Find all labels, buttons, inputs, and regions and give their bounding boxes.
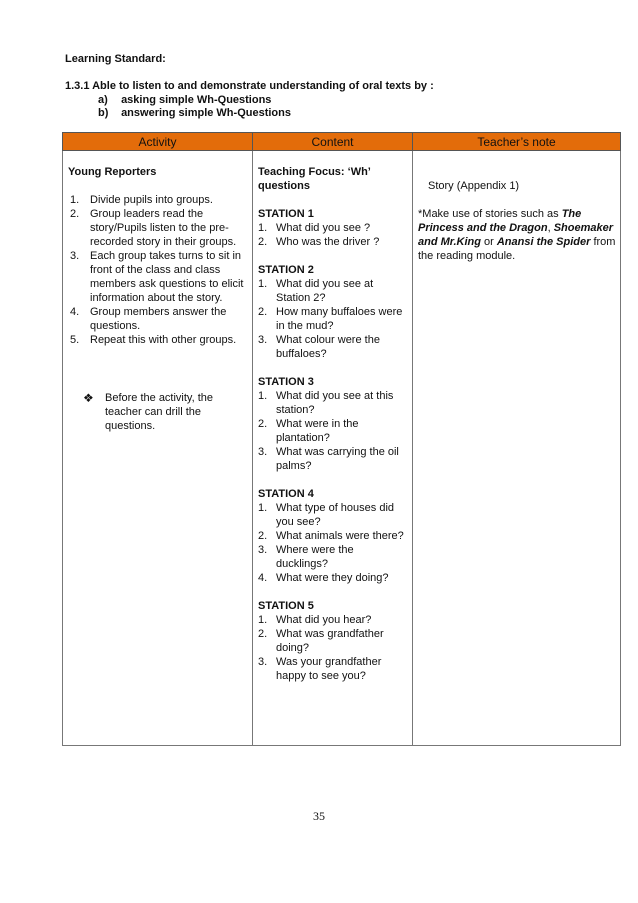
list-item	[258, 221, 408, 235]
list-item-text: What animals were there?	[276, 530, 404, 542]
list-item	[258, 613, 408, 627]
list-item-number: 1.	[70, 194, 80, 206]
list-item	[258, 417, 408, 445]
activity-steps-list	[68, 193, 248, 347]
sub-standard-a	[98, 94, 271, 107]
list-item-number: 2.	[258, 530, 268, 542]
lesson-table	[62, 132, 621, 746]
station-block	[258, 263, 408, 361]
list-item	[258, 571, 408, 585]
station-title: STATION 5	[258, 600, 314, 612]
list-item-number: 2.	[258, 418, 268, 430]
list-item-number: 1.	[258, 278, 268, 290]
sub-a-text: asking simple Wh-Questions	[121, 94, 272, 106]
note-part-3: or	[480, 236, 497, 248]
list-item-number: 5.	[70, 334, 80, 346]
teachers-note-text	[418, 207, 616, 263]
list-item-text: Divide pupils into groups.	[90, 194, 213, 206]
station-block	[258, 599, 408, 683]
list-item	[258, 305, 408, 333]
list-item-text: Repeat this with other groups.	[90, 334, 237, 346]
list-item-number: 4.	[258, 572, 268, 584]
list-item-text: Who was the driver ?	[276, 236, 380, 248]
list-item-text: What did you see at Station 2?	[276, 278, 374, 304]
list-item-text: Group leaders read the story/Pupils listen to the pre-recorded story in their groups.	[90, 208, 237, 248]
content-cell	[253, 151, 413, 746]
list-item	[258, 655, 408, 683]
station-block	[258, 375, 408, 473]
list-item-text: Group members answer the questions.	[90, 306, 227, 332]
list-item-text: What type of houses did you see?	[276, 502, 395, 528]
list-item	[68, 193, 248, 207]
note-part-1: *Make use of stories such as	[418, 208, 562, 220]
page-number: 35	[313, 809, 325, 823]
note-part-4: from the reading module.	[418, 236, 616, 262]
list-item-text: What was carrying the oil palms?	[276, 446, 399, 472]
list-item-text: Was your grandfather happy to see you?	[276, 656, 382, 682]
list-item-number: 2.	[258, 236, 268, 248]
list-item-number: 3.	[258, 446, 268, 458]
list-item	[258, 529, 408, 543]
list-item	[68, 305, 248, 333]
teachers-note-cell	[413, 151, 621, 746]
activity-note-text: Before the activity, the teacher can drill the questions.	[105, 392, 214, 432]
story-appendix: Story (Appendix 1)	[428, 180, 520, 192]
list-item	[258, 445, 408, 473]
list-item-number: 1.	[258, 502, 268, 514]
header-teachers-note: Teacher’s note	[413, 133, 621, 151]
station-title: STATION 3	[258, 376, 314, 388]
list-item	[258, 333, 408, 361]
station-title: STATION 2	[258, 264, 314, 276]
sub-b-text: answering simple Wh-Questions	[121, 107, 291, 119]
list-item	[258, 543, 408, 571]
list-item-number: 2.	[258, 306, 268, 318]
list-item-text: Where were the ducklings?	[276, 544, 354, 570]
activity-note	[83, 391, 248, 433]
story-title-shoemaker: Shoemaker and Mr.King	[418, 222, 614, 248]
station-block	[258, 207, 408, 249]
list-item-text: What did you see at this station?	[276, 390, 394, 416]
list-item	[258, 501, 408, 529]
list-item-text: What were in the plantation?	[276, 418, 359, 444]
activity-cell	[63, 151, 253, 746]
list-item	[68, 249, 248, 305]
sub-standard-b	[98, 107, 291, 120]
list-item-number: 3.	[70, 250, 80, 262]
station-title: STATION 4	[258, 488, 314, 500]
list-item-number: 1.	[258, 222, 268, 234]
note-part-2: ,	[547, 222, 554, 234]
list-item-number: 3.	[258, 656, 268, 668]
header-activity: Activity	[63, 133, 253, 151]
list-item	[258, 389, 408, 417]
list-item-number: 2.	[70, 208, 80, 220]
list-item-number: 1.	[258, 614, 268, 626]
list-item-text: What were they doing?	[276, 572, 389, 584]
list-item-number: 4.	[70, 306, 80, 318]
list-item	[68, 207, 248, 249]
list-item-text: What colour were the buffaloes?	[276, 334, 380, 360]
story-title-anansi: Anansi the Spider	[496, 236, 591, 248]
list-item	[258, 627, 408, 655]
sub-b-marker: b)	[98, 107, 109, 119]
list-item-text: How many buffaloes were in the mud?	[276, 306, 403, 332]
list-item-text: Each group takes turns to sit in front of the class and class members ask questions to elicit information about the story.	[90, 250, 244, 304]
list-item-number: 2.	[258, 628, 268, 640]
story-title-princess: The Princess and the Dragon	[418, 208, 582, 234]
list-item	[68, 333, 248, 347]
list-item	[258, 235, 408, 249]
list-item	[258, 277, 408, 305]
table-row	[63, 151, 621, 746]
list-item-number: 3.	[258, 544, 268, 556]
list-item-number: 1.	[258, 390, 268, 402]
list-item-text: What was grandfather doing?	[276, 628, 384, 654]
teaching-focus: Teaching Focus: ‘Wh’ questions	[258, 166, 371, 192]
stations-list	[258, 207, 408, 683]
standard-statement: 1.3.1 Able to listen to and demonstrate understanding of oral texts by :	[65, 80, 434, 92]
list-item-number: 3.	[258, 334, 268, 346]
diamond-bullet-icon: ❖	[83, 391, 94, 405]
sub-a-marker: a)	[98, 94, 108, 106]
list-item-text: What did you hear?	[276, 614, 372, 626]
activity-title: Young Reporters	[68, 166, 157, 178]
header-content: Content	[253, 133, 413, 151]
station-block	[258, 487, 408, 585]
learning-standard-label: Learning Standard:	[65, 53, 166, 65]
station-title: STATION 1	[258, 208, 314, 220]
list-item-text: What did you see ?	[276, 222, 371, 234]
table-header-row	[63, 133, 621, 151]
